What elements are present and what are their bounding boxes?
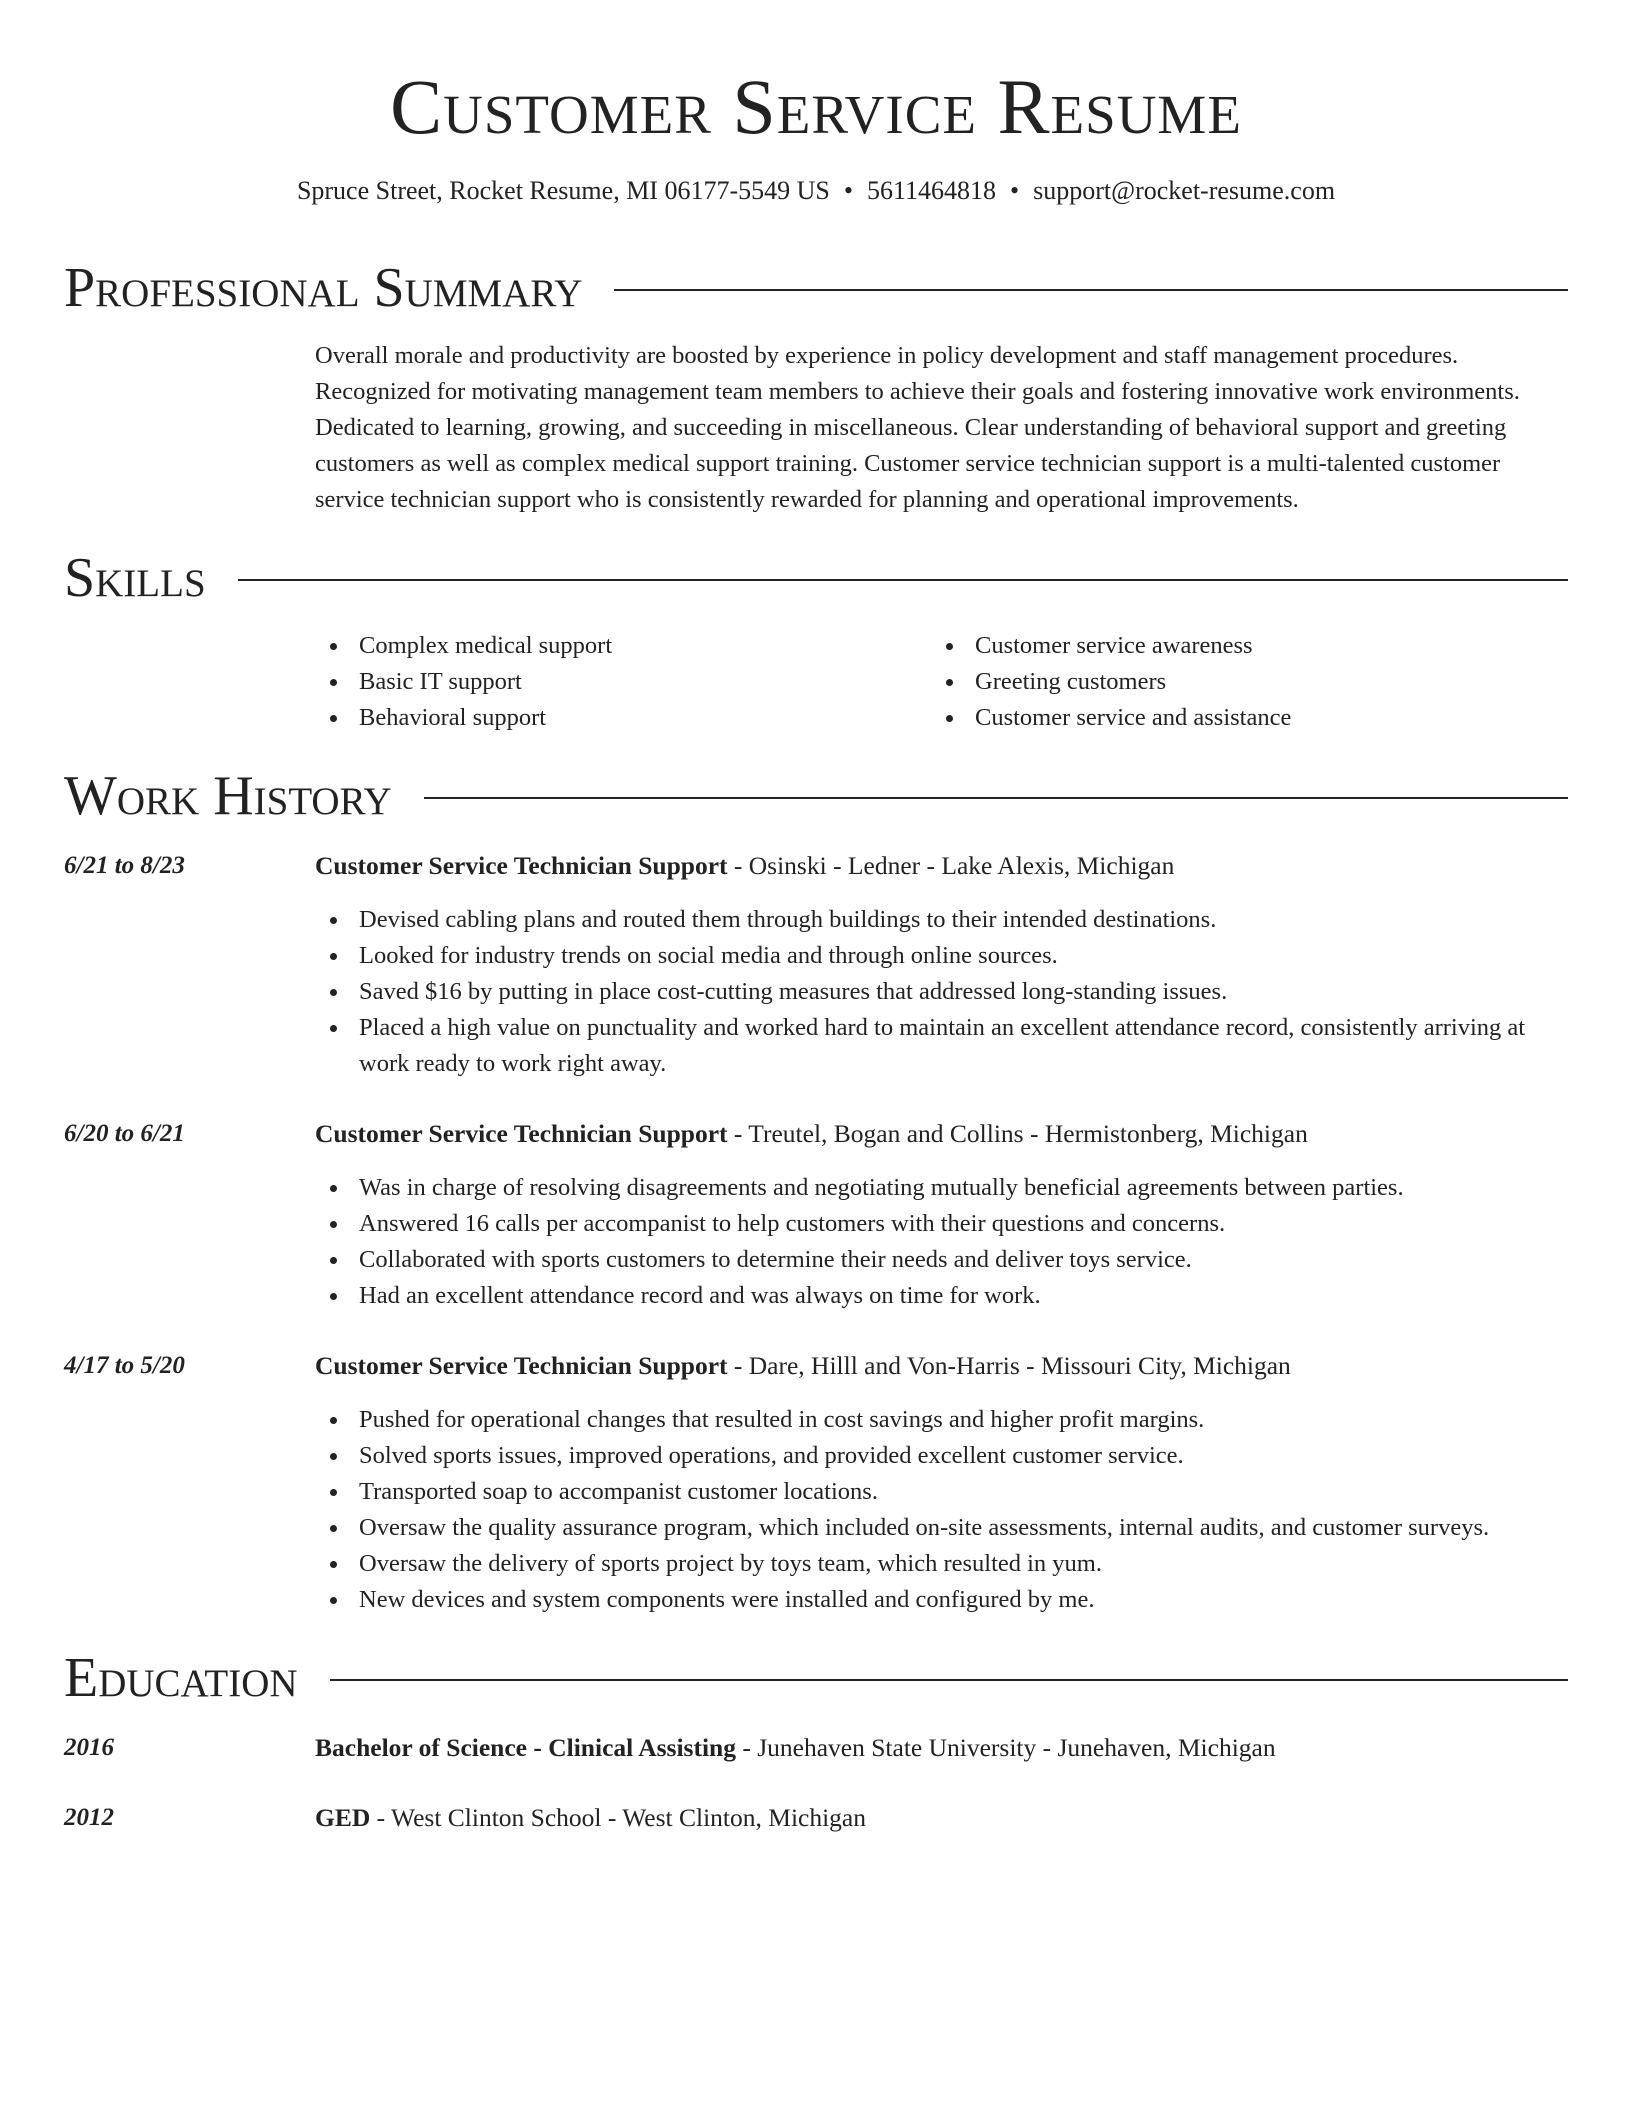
job-details: - Treutel, Bogan and Collins - Hermistonberg, Michigan [727,1119,1308,1148]
summary-section-heading [64,256,1568,320]
contact-email: support@rocket-resume.com [1033,176,1336,205]
skill-item: Customer service and assistance [931,700,1491,736]
job-bullet: Placed a high value on punctuality and worked hard to maintain an excellent attendance record, consistently arriving at work ready to work right away. [315,1010,1575,1082]
degree-title: Bachelor of Science - Clinical Assisting [315,1733,736,1762]
summary-heading: Professional Summary [64,257,583,319]
job-bullet: Collaborated with sports customers to determine their needs and deliver toys service. [315,1242,1575,1278]
job-bullet: Answered 16 calls per accompanist to help customers with their questions and concerns. [315,1206,1575,1242]
job-title: Customer Service Technician Support [315,1351,728,1380]
contact-phone: 5611464818 [866,176,997,205]
job-date: 6/21 to 8/23 [64,852,185,879]
job-title: Customer Service Technician Support [315,851,728,880]
skill-item: Basic IT support [315,664,875,700]
job-bullet: Pushed for operational changes that resulted in cost savings and higher profit margins. [315,1402,1575,1438]
education-title-line [315,1730,1575,1766]
job-date: 6/20 to 6/21 [64,1120,185,1147]
education-details: - West Clinton School - West Clinton, Michigan [370,1803,866,1832]
job-title-line [315,848,1575,884]
job-bullet: Devised cabling plans and routed them through buildings to their intended destinations. [315,902,1575,938]
skills-heading: Skills [64,547,206,609]
job-bullets [315,1402,1575,1618]
section-divider [424,797,1568,799]
work-section-heading [64,764,1568,828]
job-bullet: New devices and system components were installed and configured by me. [315,1582,1575,1618]
job-title-line [315,1116,1575,1152]
contact-separator: • [1010,176,1020,205]
skill-item: Greeting customers [931,664,1491,700]
job-bullet: Oversaw the delivery of sports project by toys team, which resulted in yum. [315,1546,1575,1582]
job-bullet: Oversaw the quality assurance program, which included on-site assessments, internal audits, and customer surveys. [315,1510,1575,1546]
work-heading: Work History [64,765,392,827]
skill-item: Behavioral support [315,700,875,736]
contact-address: Spruce Street, Rocket Resume, MI 06177-5549 US [296,176,830,205]
job-bullet: Saved $16 by putting in place cost-cutting measures that addressed long-standing issues. [315,974,1575,1010]
contact-line [0,174,1632,208]
skill-item: Complex medical support [315,628,875,664]
education-title-line [315,1800,1575,1836]
job-title-line [315,1348,1575,1384]
skill-item: Customer service awareness [931,628,1491,664]
skills-list-left [315,628,875,736]
education-date: 2016 [64,1734,114,1761]
section-divider [614,289,1568,291]
education-heading: Education [64,1647,298,1709]
resume-title: Customer Service Resume [390,63,1242,150]
contact-separator: • [843,176,853,205]
degree-title: GED [315,1803,371,1832]
education-date: 2012 [64,1804,114,1831]
skills-section-heading [64,546,1568,610]
job-bullet: Transported soap to accompanist customer locations. [315,1474,1575,1510]
job-bullets [315,902,1575,1082]
section-divider [330,1679,1568,1681]
education-section-heading [64,1646,1568,1710]
job-title: Customer Service Technician Support [315,1119,728,1148]
summary-text: Overall morale and productivity are boosted by experience in policy development and staff management procedures. Recognized for motivating management team members to achieve their goals and fostering innovative work environments. Dedicated to learning, growing, and succeeding in miscellaneous. Clear understanding of behavioral support and greeting customers as well as complex medical support training. Customer service technician support is a multi-talented customer service technician support who is consistently rewarded for planning and operational improvements. [315,342,1520,513]
section-divider [238,579,1568,581]
job-date: 4/17 to 5/20 [64,1352,185,1379]
job-bullet: Was in charge of resolving disagreements and negotiating mutually beneficial agreements between parties. [315,1170,1575,1206]
job-details: - Osinski - Ledner - Lake Alexis, Michigan [727,851,1175,880]
skills-list-right [931,628,1491,736]
job-bullets [315,1170,1575,1314]
job-bullet: Had an excellent attendance record and was always on time for work. [315,1278,1575,1314]
education-details: - Junehaven State University - Junehaven, Michigan [735,1733,1276,1762]
job-details: - Dare, Hilll and Von-Harris - Missouri City, Michigan [727,1351,1291,1380]
job-bullet: Looked for industry trends on social media and through online sources. [315,938,1575,974]
job-bullet: Solved sports issues, improved operations, and provided excellent customer service. [315,1438,1575,1474]
